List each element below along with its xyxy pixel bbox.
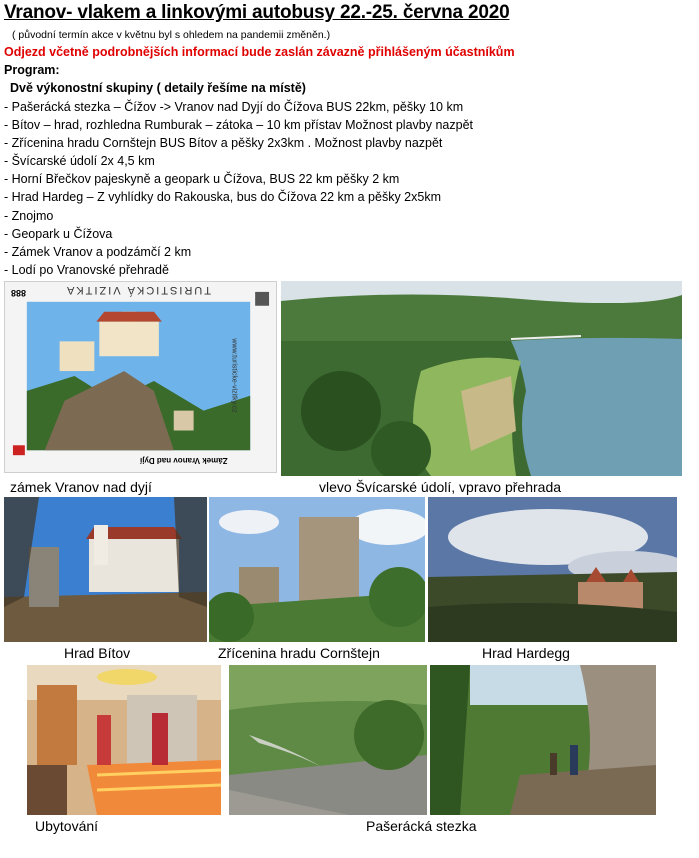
lodging-room-photo (27, 665, 221, 815)
program-item: - Horní Břečkov pajeskyně a geopark u Čížova, BUS 22 km pěšky 2 km (4, 172, 400, 187)
program-item: - Lodí po Vranovské přehradě (4, 262, 169, 277)
program-item: - Zámek Vranov a podzámčí 2 km (4, 244, 192, 259)
caption-bitov: Hrad Bítov (64, 645, 131, 661)
caption-valley: vlevo Švícarské údolí, vpravo přehrada (319, 479, 562, 495)
date-change-note: ( původní termín akce v květnu byl s ohledem na pandemii změněn.) (12, 29, 331, 41)
program-item: - Pašerácká stezka – Čížov -> Vranov nad Dyjí do Čížova BUS 22km, pěšky 10 km (4, 100, 464, 114)
cornstejn-ruin-photo (209, 497, 425, 642)
gorge-view-photo (229, 665, 427, 815)
caption-cornstejn: Zřícenina hradu Cornštejn (218, 645, 380, 661)
card-name: Zámek Vranov nad Dyjí (140, 456, 228, 465)
program-item: - Bítov – hrad, rozhledna Rumburak – zátoka – 10 km přístav Možnost plavby nazpět (4, 118, 473, 133)
program-label: Program: (4, 63, 60, 77)
program-item: - Švícarské údolí 2x 4,5 km (4, 154, 155, 169)
caption-trail: Pašerácká stezka (366, 818, 477, 834)
bitov-castle-photo (4, 497, 207, 642)
departure-notice: Odjezd včetně podrobnějších informací bude zaslán závazně přihlášeným účastníkům (4, 45, 515, 59)
groups-label: Dvě výkonostní skupiny ( detaily řešíme na místě) (10, 81, 306, 95)
program-item: - Geopark u Čížova (4, 226, 113, 241)
card-header: TURISTICKÁ VIZITKA (65, 284, 212, 296)
caption-lodging: Ubytování (35, 818, 99, 834)
card-number: 888 (11, 288, 27, 298)
program-item: - Hrad Hardeg – Z vyhlídky do Rakouska, bus do Čížova 22 km a pěšky 2x5km (4, 190, 441, 205)
card-site: www.turisticke-vizitky.cz (230, 338, 238, 413)
smuggler-trail-photo (430, 665, 656, 815)
caption-vranov: zámek Vranov nad dyjí (10, 479, 152, 495)
program-item: - Znojmo (4, 208, 54, 223)
hardegg-castle-photo (428, 497, 677, 642)
program-item: - Zřícenina hradu Cornštejn BUS Bítov a pěšky 2x3km . Možnost plavby nazpět (4, 136, 443, 151)
page-title: Vranov- vlakem a linkovými autobusy 22.-25. června 2020 (4, 2, 510, 23)
valley-reservoir-photo (281, 281, 682, 476)
tourist-card-photo (4, 281, 277, 473)
program-list (4, 98, 473, 279)
caption-hardegg: Hrad Hardegg (482, 645, 570, 661)
